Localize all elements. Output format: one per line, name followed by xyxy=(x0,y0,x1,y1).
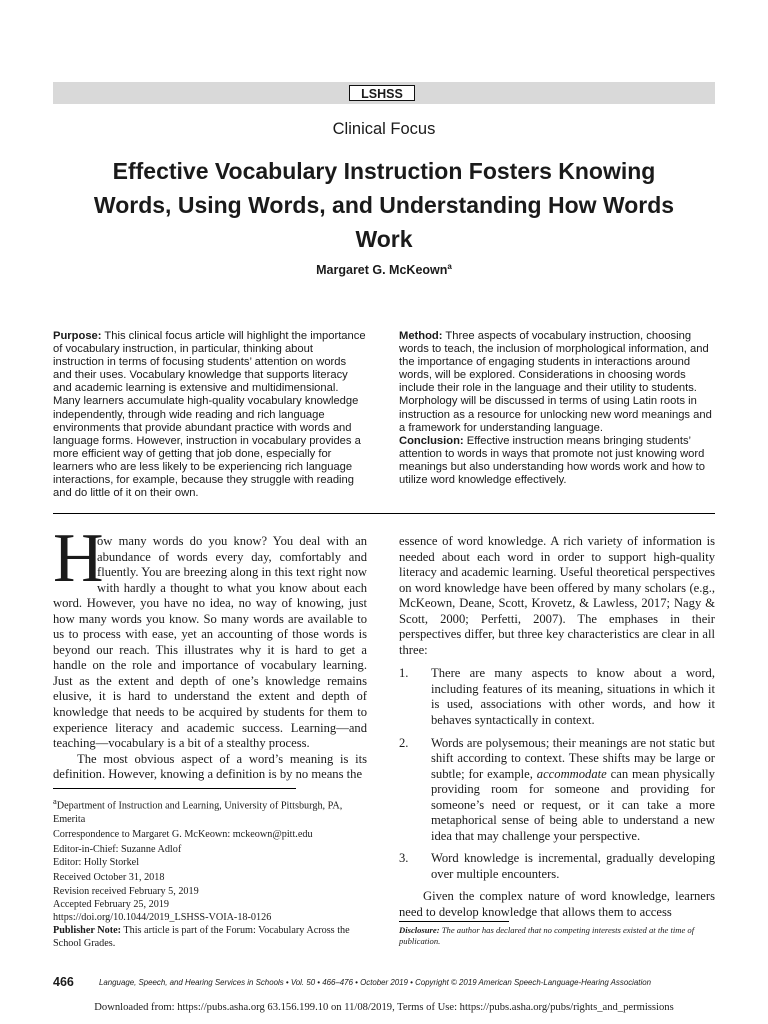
disclosure-text: The author has declared that no competing interests existed at the time of publication. xyxy=(399,925,695,946)
list-number: 2. xyxy=(399,735,409,750)
list-number: 1. xyxy=(399,666,409,681)
footnote-correspondence: Correspondence to Margaret G. McKeown: mckeown@pitt.edu xyxy=(53,828,313,840)
section-label: Clinical Focus xyxy=(332,120,436,138)
footnote-editor-in-chief: Editor-in-Chief: Suzanne Adlof xyxy=(53,844,182,855)
list-item xyxy=(399,851,715,882)
list-number: 3. xyxy=(399,851,409,866)
conclusion-text: Effective instruction means bringing students’ attention to words in ways that promote not just knowing word meanings but also understanding how words work and how to utilize word knowledge effectively. xyxy=(399,434,705,487)
body-paragraph: Given the complex nature of word knowledge, learners need to develop knowledge that allows them to access xyxy=(399,889,715,920)
footnote-accepted: Accepted February 25, 2019 xyxy=(53,898,169,910)
drop-cap xyxy=(53,520,104,597)
key-characteristics-list xyxy=(399,666,715,882)
footnote-affiliation: $^a$Department of Instruction and Learning, University of Pittsburgh, PA, Emerita xyxy=(53,796,343,825)
body-column-left xyxy=(53,520,367,783)
body-paragraph: The most obvious aspect of a word’s meaning is its definition. However, knowing a definition is by no means the xyxy=(53,751,367,782)
download-notice: Downloaded from: https://pubs.asha.org 63.156.199.10 on 11/08/2019, Terms of Use: https://pubs.asha.org/pubs/rights_and_permissions xyxy=(94,1002,674,1013)
author-line xyxy=(0,262,768,277)
affiliation-mark: a xyxy=(447,262,452,271)
method-label: Method: xyxy=(399,330,443,342)
list-item xyxy=(399,736,715,845)
list-item xyxy=(399,666,715,728)
drop-cap-letter: H xyxy=(53,520,104,597)
list-text: There are many aspects to know about a word, including features of its meaning, situations in which it is used, associations with other words, and how it behaves syntactically in context. xyxy=(431,666,715,728)
abstract-method xyxy=(399,330,715,435)
body-paragraph: ow many words do you know? You deal with an abundance of words every day, comfortably and fluently. You are breezing along in this text right now with hardly a thought to what you know about each word. However, you have no idea, no way of knowing, just how many words you know. So many words are available to us to process with ease, yet an accounting of those words is beyond our reach. This illustrates why it is hard to get a handle on the role and importance of vocabulary learning. Just as the extent and depth of one’s knowledge remains elusive, it is hard to understand the extent and depth of knowledge that needs to be acquired by students for them to experience literacy and academic success. Learning—and teaching—vocabulary is a bit of a stealthy process. xyxy=(53,534,367,751)
page-number: 466 xyxy=(53,975,74,989)
list-text-italic: accommodate xyxy=(536,766,607,781)
list-text: Word knowledge is incremental, gradually developing over multiple encounters. xyxy=(431,851,715,881)
article-title: Effective Vocabulary Instruction Fosters Knowing Words, Using Words, and Understanding How Words Work xyxy=(93,158,675,252)
footnote-received: Received October 31, 2018 xyxy=(53,872,165,884)
affiliation-mark: a xyxy=(53,796,57,806)
abstract-conclusion xyxy=(399,435,715,487)
footer-citation: Language, Speech, and Hearing Services in Schools • Vol. 50 • 466–476 • October 2019 • Copyright © 2019 American Speech-Language-Hearing Association xyxy=(99,978,652,987)
footnote-divider xyxy=(53,788,296,789)
list-text: Words are polysemous; their meanings are not static but shift according to context. These shifts may be large or subtle; for example, xyxy=(431,735,715,781)
list-text: can mean physically providing room for someone and providing for someone’s need or request, or it can take a more metaphorical sense of being able to understand a new idea that may challenge your perspective. xyxy=(431,766,715,843)
footnotes xyxy=(53,795,367,951)
journal-tag: LSHSS xyxy=(349,85,415,101)
purpose-label: Purpose: xyxy=(53,330,102,342)
abstract-method-conclusion xyxy=(399,330,715,487)
footnote-doi[interactable]: https://doi.org/10.1044/2019_LSHSS-VOIA-18-0126 xyxy=(53,912,272,924)
body-paragraph: essence of word knowledge. A rich variety of information is needed about each word in order to support high-quality literacy and academic learning. Useful theoretical perspectives on word knowledge have been offered by many scholars (e.g., McKeown, Deane, Scott, Krovetz, & Lawless, 2017; Nagy & Scott, 2000; Perfetti, 2007). The emphases in their perspectives differ, but three key characteristics are clear in all three: xyxy=(399,534,715,657)
footnote-revision: Revision received February 5, 2019 xyxy=(53,885,199,897)
disclosure-label: Disclosure: xyxy=(399,925,440,935)
abstract-divider xyxy=(53,513,715,514)
abstract-purpose xyxy=(53,330,367,500)
author-name: Margaret G. McKeown xyxy=(316,263,448,278)
disclosure xyxy=(399,925,715,947)
footnote-publisher-note: Publisher Note: This article is part of the Forum: Vocabulary Across the School Grades. xyxy=(53,925,350,950)
disclosure-divider xyxy=(399,921,509,922)
conclusion-label: Conclusion: xyxy=(399,434,464,447)
purpose-text: This clinical focus article will highlight the importance of vocabulary instruction, in particular, thinking about instruction in terms of focusing students’ attention on words and their uses. Vocabulary knowledge that supports literacy and academic learning is extensive and multidimensional. Many learners accumulate high-quality vocabulary knowledge independently, through wide reading and rich language environments that provide abundant practice with words and language forms. However, instruction in vocabulary provides a more efficient way of getting that job done, especially for learners who are less likely to be experiencing rich language interactions, for example, because they struggle with reading and do little of it on their own. xyxy=(53,330,366,500)
body-column-right xyxy=(399,534,715,921)
footnote-editor: Editor: Holly Storkel xyxy=(53,857,140,869)
method-text: Three aspects of vocabulary instruction, choosing words to teach, the inclusion of morphological information, and the importance of engaging students in interactions around words, will be explored. Considerations in choosing words include their role in the language and their utility to students. Morphology will be discussed in terms of using Latin roots in instruction as a resource for unlocking new word meanings and a framework for understanding language. xyxy=(399,330,712,434)
